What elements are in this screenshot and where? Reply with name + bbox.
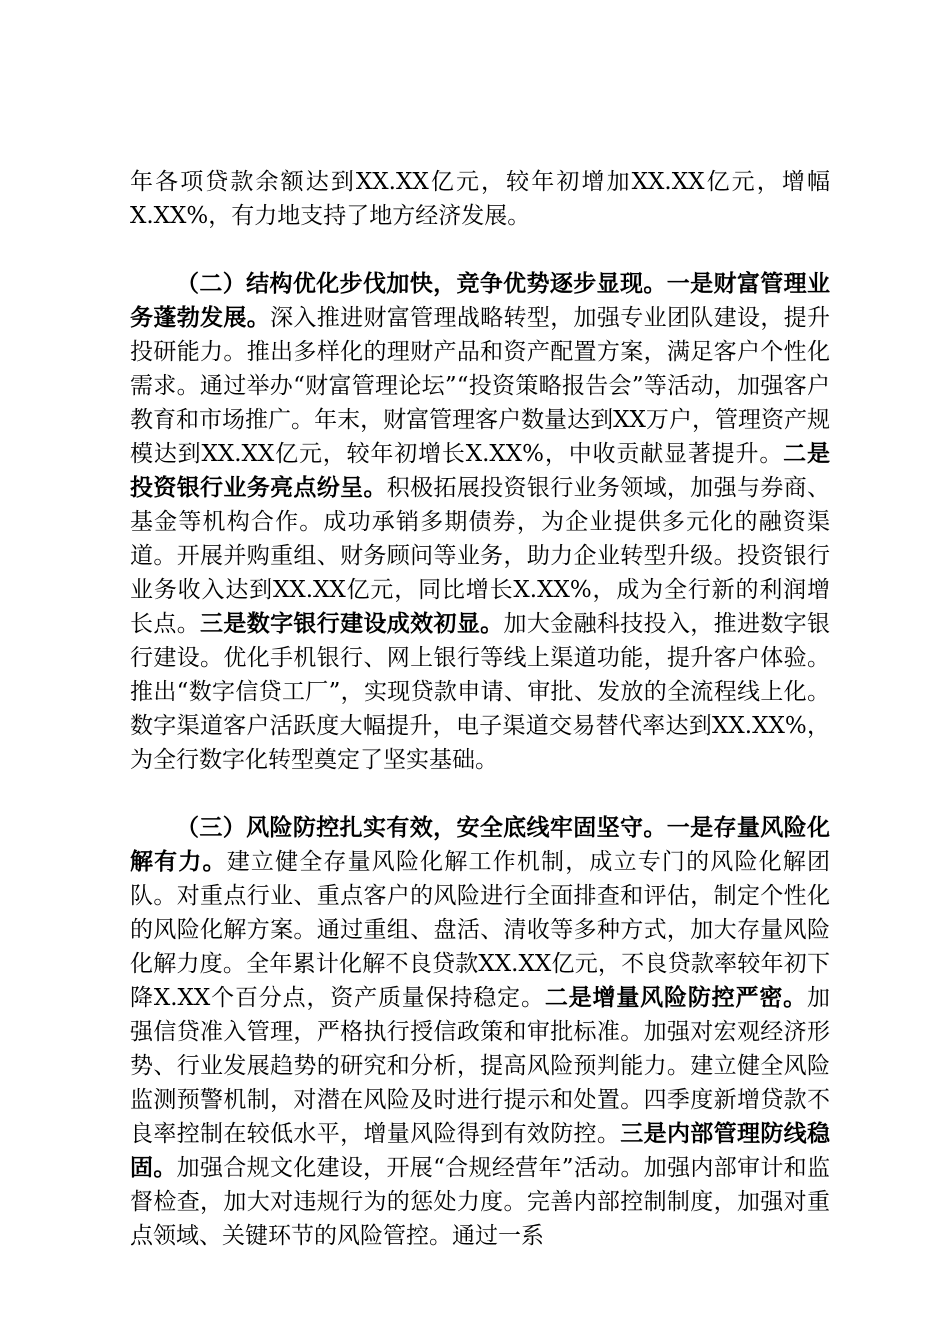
subheading: 二是增量风险防控严密。 xyxy=(544,984,808,1011)
text-run: 年各项贷款余额达到XX.XX亿元，较年初增加XX.XX亿元，增幅X.XX%，有力地支持了地方经济发展。 xyxy=(130,169,830,229)
section-heading: （二）结构优化步伐加快，竞争优势逐步显现。一是财富管理业务蓬勃发展。 xyxy=(130,270,830,331)
text-run: 加大金融科技投入，推进数字银行建设。优化手机银行、网上银行等线上渠道功能，提升客户体验。推出“数字信贷工厂”，实现贷款申请、审批、发放的全流程线上化。数字渠道客户活跃度大幅提升，电子渠道交易替代率达到XX.XX%，为全行数字化转型奠定了坚实基础。 xyxy=(130,611,831,773)
text-run: 建立健全存量风险化解工作机制，成立专门的风险化解团队。对重点行业、重点客户的风险进行全面排查和评估，制定个性化的风险化解方案。通过重组、盘活、清收等多种方式，加大存量风险化解力度。全年累计化解不良贷款XX.XX亿元，不良贷款率较年初下降X.XX个百分点，资产质量保持稳定。 xyxy=(130,849,831,1011)
text-run: 加强信贷准入管理，严格执行授信政策和审批标准。加强对宏观经济形势、行业发展趋势的研究和分析，提高风险预判能力。建立健全风险监测预警机制，对潜在风险及时进行提示和处置。四季度新增贷款不良率控制在较低水平，增量风险得到有效防控。 xyxy=(130,985,831,1147)
document-body xyxy=(130,165,830,1253)
text-run: 积极拓展投资银行业务领域，加强与券商、基金等机构合作。成功承销多期债券，为企业提供多元化的融资渠道。开展并购重组、财务顾问等业务，助力企业转型升级。投资银行业务收入达到XX.XX亿元，同比增长X.XX%，成为全行新的利润增长点。 xyxy=(130,475,831,637)
paragraph-structure-optimization xyxy=(130,267,830,777)
section-heading: （三）风险防控扎实有效，安全底线牢固坚守。一是存量风险化解有力。 xyxy=(130,814,830,875)
paragraph-gap xyxy=(130,777,830,811)
text-run: 加强合规文化建设，开展“合规经营年”活动。加强内部审计和监督检查，加大对违规行为的惩处力度。完善内部控制制度，加强对重点领域、关键环节的风险管控。通过一系 xyxy=(130,1155,830,1249)
subheading: 三是内部管理防线稳固。 xyxy=(130,1120,831,1181)
paragraph-gap xyxy=(130,233,830,267)
paragraph-loan-summary xyxy=(130,165,830,233)
text-run: 深入推进财富管理战略转型，加强专业团队建设，提升投研能力。推出多样化的理财产品和资产配置方案，满足客户个性化需求。通过举办“财富管理论坛”“投资策略报告会”等活动，加强客户教育和市场推广。年末，财富管理客户数量达到XX万户，管理资产规模达到XX.XX亿元，较年初增长X.XX%，中收贡献显著提升。 xyxy=(130,305,831,467)
subheading: 二是投资银行业务亮点纷呈。 xyxy=(130,440,831,501)
subheading: 三是数字银行建设成效初显。 xyxy=(200,610,504,637)
paragraph-risk-control xyxy=(130,811,830,1253)
